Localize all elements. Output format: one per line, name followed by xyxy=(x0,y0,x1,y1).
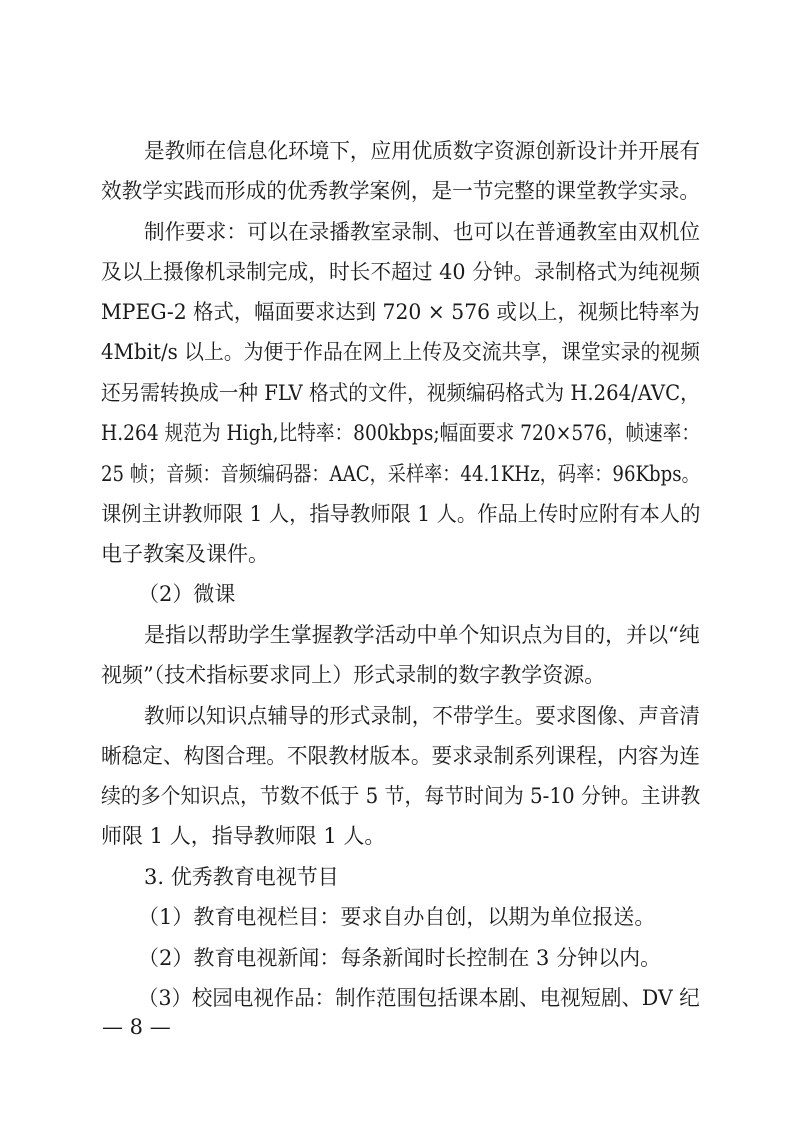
text-line xyxy=(0,252,800,292)
text-line xyxy=(0,736,800,776)
list-item-text: （2）教育电视新闻：每条新闻时长控制在 3 分钟以内。 xyxy=(138,946,662,970)
heading-text: （2）微课 xyxy=(138,582,236,606)
page-number: — 8 — xyxy=(102,1015,171,1039)
text-line xyxy=(0,534,800,574)
line-text: 续的多个知识点，节数不低于 5 节，每节时间为 5-10 分钟。主讲教 xyxy=(101,784,701,808)
line-text: 是教师在信息化环境下，应用优质数字资源创新设计并开展有 xyxy=(144,139,701,163)
text-line xyxy=(0,494,800,534)
text-line xyxy=(0,816,800,856)
line-text: 课例主讲教师限 1 人，指导教师限 1 人。作品上传时应附有本人的 xyxy=(101,502,701,526)
line-text: 晰稳定、构图合理。不限教材版本。要求录制系列课程，内容为连 xyxy=(101,744,701,768)
line-text: 教师以知识点辅导的形式录制，不带学生。要求图像、声音清 xyxy=(144,704,701,728)
line-text: 4Mbit/s 以上。为便于作品在网上上传及交流共享，课堂实录的视频 xyxy=(101,340,701,364)
line-text: 效教学实践而形成的优秀教学案例，是一节完整的课堂教学实录。 xyxy=(101,179,701,203)
list-item xyxy=(0,938,800,978)
list-item-text: （3）校园电视作品：制作范围包括课本剧、电视短剧、DV 纪 xyxy=(138,986,700,1010)
text-line xyxy=(0,413,800,453)
line-text: H.264 规范为 High,比特率：800kbps;幅面要求 720×576，帧速率： xyxy=(101,421,701,445)
heading-text: 3. 优秀教育电视节目 xyxy=(144,865,339,889)
list-item-text: （1）教育电视栏目：要求自办自创，以期为单位报送。 xyxy=(138,905,656,929)
text-line xyxy=(0,332,800,372)
text-line xyxy=(0,131,800,171)
text-line xyxy=(0,655,800,695)
text-line xyxy=(0,212,800,252)
line-text: MPEG-2 格式，幅面要求达到 720 × 576 或以上，视频比特率为 xyxy=(101,300,700,324)
line-text: 制作要求：可以在录播教室录制、也可以在普通教室由双机位 xyxy=(144,220,701,244)
text-line xyxy=(0,615,800,655)
line-text: 师限 1 人，指导教师限 1 人。 xyxy=(101,824,386,848)
text-line xyxy=(0,454,800,494)
text-line xyxy=(0,171,800,211)
line-text: 25 帧；音频：音频编码器：AAC，采样率：44.1KHz，码率：96Kbps。 xyxy=(101,462,700,486)
line-text: 是指以帮助学生掌握教学活动中单个知识点为目的，并以“纯 xyxy=(144,623,700,647)
line-text: 视频”（技术指标要求同上）形式录制的数字教学资源。 xyxy=(101,663,606,687)
text-line xyxy=(0,696,800,736)
text-line xyxy=(0,776,800,816)
line-text: 电子教案及课件。 xyxy=(101,542,269,566)
text-line xyxy=(0,373,800,413)
line-text: 及以上摄像机录制完成，时长不超过 40 分钟。录制格式为纯视频 xyxy=(101,260,701,284)
section-heading xyxy=(0,857,800,897)
section-heading xyxy=(0,574,800,614)
text-line xyxy=(0,292,800,332)
line-text: 还另需转换成一种 FLV 格式的文件，视频编码格式为 H.264/AVC， xyxy=(101,381,700,405)
list-item xyxy=(0,897,800,937)
